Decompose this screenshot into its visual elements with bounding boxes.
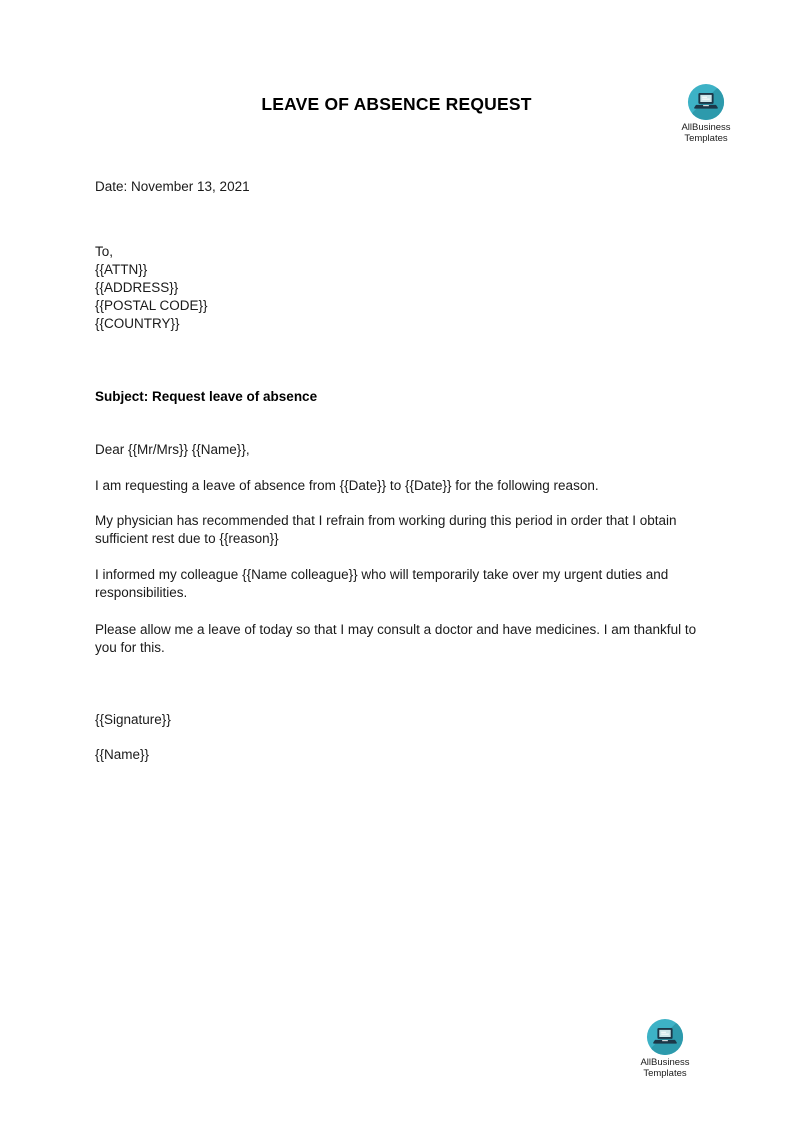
body-paragraph: My physician has recommended that I refrain from working during this period in order that I obtain sufficient rest due to {{reason}} (95, 513, 677, 546)
logo-wordmark (640, 1058, 689, 1079)
subject-line: Subject: Request leave of absence (95, 389, 318, 404)
date-line: Date: November 13, 2021 (95, 179, 250, 194)
allbusiness-laptop-icon (646, 1018, 684, 1056)
recipient-attn: {{ATTN}} (95, 262, 148, 277)
body-paragraph: I informed my colleague {{Name colleague}} who will temporarily take over my urgent duties and responsibilities. (95, 567, 669, 600)
body-paragraph: I am requesting a leave of absence from {{Date}} to {{Date}} for the following reason. (95, 478, 599, 493)
recipient-salutation: To, (95, 244, 114, 259)
recipient-address: {{ADDRESS}} (95, 280, 179, 295)
header-logo (674, 83, 738, 144)
page-title: LEAVE OF ABSENCE REQUEST (261, 94, 532, 114)
body-paragraph: Please allow me a leave of today so that I may consult a doctor and have medicines. I am thankful to you for this. (95, 622, 697, 655)
signature-placeholder: {{Signature}} (95, 712, 171, 727)
recipient-postal-code: {{POSTAL CODE}} (95, 298, 208, 313)
recipient-country: {{COUNTRY}} (95, 316, 180, 331)
logo-wordmark-line2: Templates (684, 132, 728, 144)
name-placeholder: {{Name}} (95, 747, 150, 762)
footer-logo (633, 1018, 697, 1079)
allbusiness-laptop-icon (687, 83, 725, 121)
recipient-block (95, 243, 713, 333)
logo-wordmark-line1: AllBusiness (640, 1057, 690, 1068)
greeting-line: Dear {{Mr/Mrs}} {{Name}}, (95, 442, 250, 457)
logo-wordmark-line1: AllBusiness (681, 122, 731, 133)
logo-wordmark-line2: Templates (643, 1067, 687, 1079)
logo-wordmark (681, 123, 730, 144)
